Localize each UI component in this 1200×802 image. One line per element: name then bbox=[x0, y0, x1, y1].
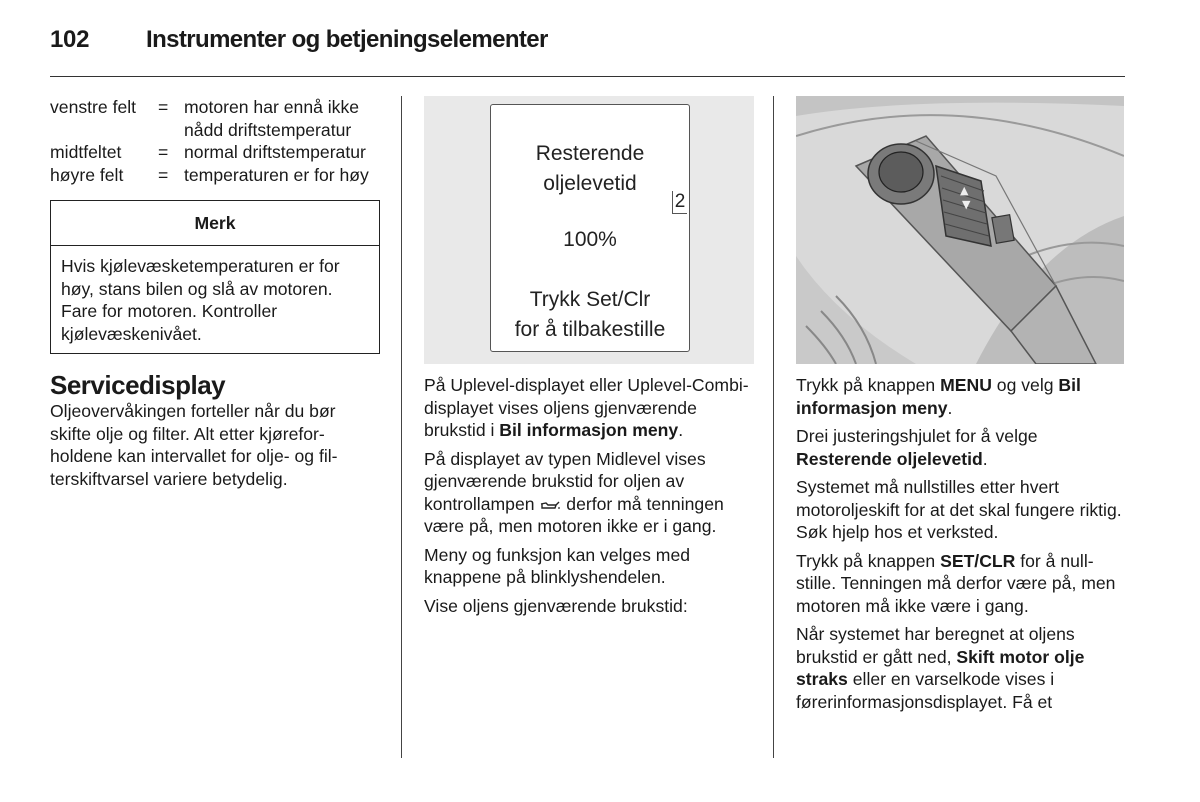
paragraph: Meny og funksjon kan velges med knappene på blinklyshendelen. bbox=[424, 544, 691, 587]
paragraph: Systemet må nullstilles etter hvert motoroljeskift for at det skal fungere riktig. Søk hjelp hos et verksted. bbox=[796, 477, 1122, 542]
svg-text:▼: ▼ bbox=[962, 198, 971, 211]
note-title: Merk bbox=[51, 201, 379, 246]
definition-row bbox=[50, 96, 380, 141]
display-line: Trykk Set/Clr bbox=[529, 288, 651, 311]
definition-desc: motoren har ennå ikke nådd driftstemperatur bbox=[184, 97, 360, 140]
text: Trykk på knappen bbox=[796, 375, 941, 395]
text: . bbox=[947, 397, 953, 418]
display-line: oljelevetid bbox=[543, 172, 637, 195]
column-divider bbox=[401, 96, 402, 758]
text: Når systemet har beregnet at oljens brukstid er gått ned, bbox=[796, 624, 1075, 667]
text: for å nullstille. Tenningen må derfor være på, men motoren må ikke være i gang. bbox=[796, 550, 1116, 616]
text: eller en varselkode vises i førerinformasjonsdisplayet. Få et bbox=[796, 669, 1055, 712]
definition-row bbox=[50, 141, 380, 164]
paragraph bbox=[796, 425, 1126, 470]
text: På displayet av typen Midlevel vises gjenværende brukstid for oljen av kontrollampen bbox=[424, 448, 706, 514]
page-title: Instrumenter og betjeningselementer bbox=[146, 26, 548, 53]
paragraph bbox=[796, 374, 1126, 419]
definition-equals: = bbox=[158, 97, 169, 117]
bold-term: Resterende oljelevetid bbox=[796, 448, 983, 469]
column-divider bbox=[773, 96, 774, 758]
bold-term: Bil informasjon meny bbox=[499, 420, 679, 440]
text: Trykk på knappen bbox=[796, 550, 941, 571]
turn-signal-lever-illustration bbox=[796, 96, 1124, 364]
display-illustration bbox=[424, 96, 754, 364]
column-right bbox=[796, 96, 1126, 719]
definition-desc: temperaturen er for høy bbox=[184, 164, 369, 185]
lever-drawing bbox=[796, 96, 1124, 364]
definition-desc: normal driftstemperatur bbox=[184, 142, 366, 162]
display-value: 100% bbox=[563, 228, 617, 251]
note-text: Hvis kjølevæsketemperaturen er for høy, stans bilen og slå av motoren. Fare for motoren. Kontroller kjølevæskenivået. bbox=[61, 256, 340, 344]
definition-term: høyre felt bbox=[50, 164, 124, 185]
paragraph: Vise oljens gjenværende brukstid: bbox=[424, 595, 688, 616]
bold-term: MENU bbox=[940, 375, 992, 395]
display-line: for å tilbakestille bbox=[514, 318, 666, 341]
text: På Uplevel-displayet eller Uplevel-Combi-displayet vises oljens gjenværende brukstid i bbox=[424, 375, 749, 440]
paragraph bbox=[796, 550, 1126, 618]
display-line: Resterende bbox=[535, 142, 645, 165]
page-number: 102 bbox=[50, 26, 90, 53]
bold-term: Bil informasjon meny bbox=[796, 375, 1081, 418]
section-title: Servicedisplay bbox=[50, 370, 226, 400]
text: og velg bbox=[991, 375, 1059, 395]
section-paragraph: Oljeovervåkingen forteller når du bør skifte olje og filter. Alt etter kjøreforholdene kan intervallet for olje- og filterskiftvarsel variere betydelig. bbox=[50, 401, 338, 489]
oil-can-icon bbox=[539, 499, 561, 511]
paragraph bbox=[796, 623, 1126, 713]
column-left bbox=[50, 96, 380, 496]
text: derfor må tenningen være på, men motoren ikke er i gang. bbox=[424, 493, 724, 536]
text: Drei justeringshjulet for å velge bbox=[796, 426, 1038, 446]
bold-term: SET/CLR bbox=[940, 550, 1016, 571]
note-box bbox=[50, 200, 380, 354]
definition-row bbox=[50, 164, 380, 187]
definition-equals: = bbox=[158, 142, 169, 162]
definition-equals: = bbox=[158, 164, 169, 185]
bold-term: Skift motor olje straks bbox=[796, 646, 1085, 689]
paragraph bbox=[424, 448, 754, 538]
paragraph bbox=[424, 374, 754, 442]
text: . bbox=[678, 420, 684, 440]
temperature-definitions bbox=[50, 96, 380, 186]
display-page-index: 2 bbox=[672, 191, 687, 214]
text: . bbox=[982, 448, 988, 469]
column-middle bbox=[424, 96, 754, 623]
definition-term: midtfeltet bbox=[50, 142, 122, 162]
page-header bbox=[50, 24, 1125, 77]
svg-text:▲: ▲ bbox=[960, 184, 969, 197]
lcd-screen bbox=[490, 104, 690, 352]
definition-term: venstre felt bbox=[50, 97, 137, 117]
